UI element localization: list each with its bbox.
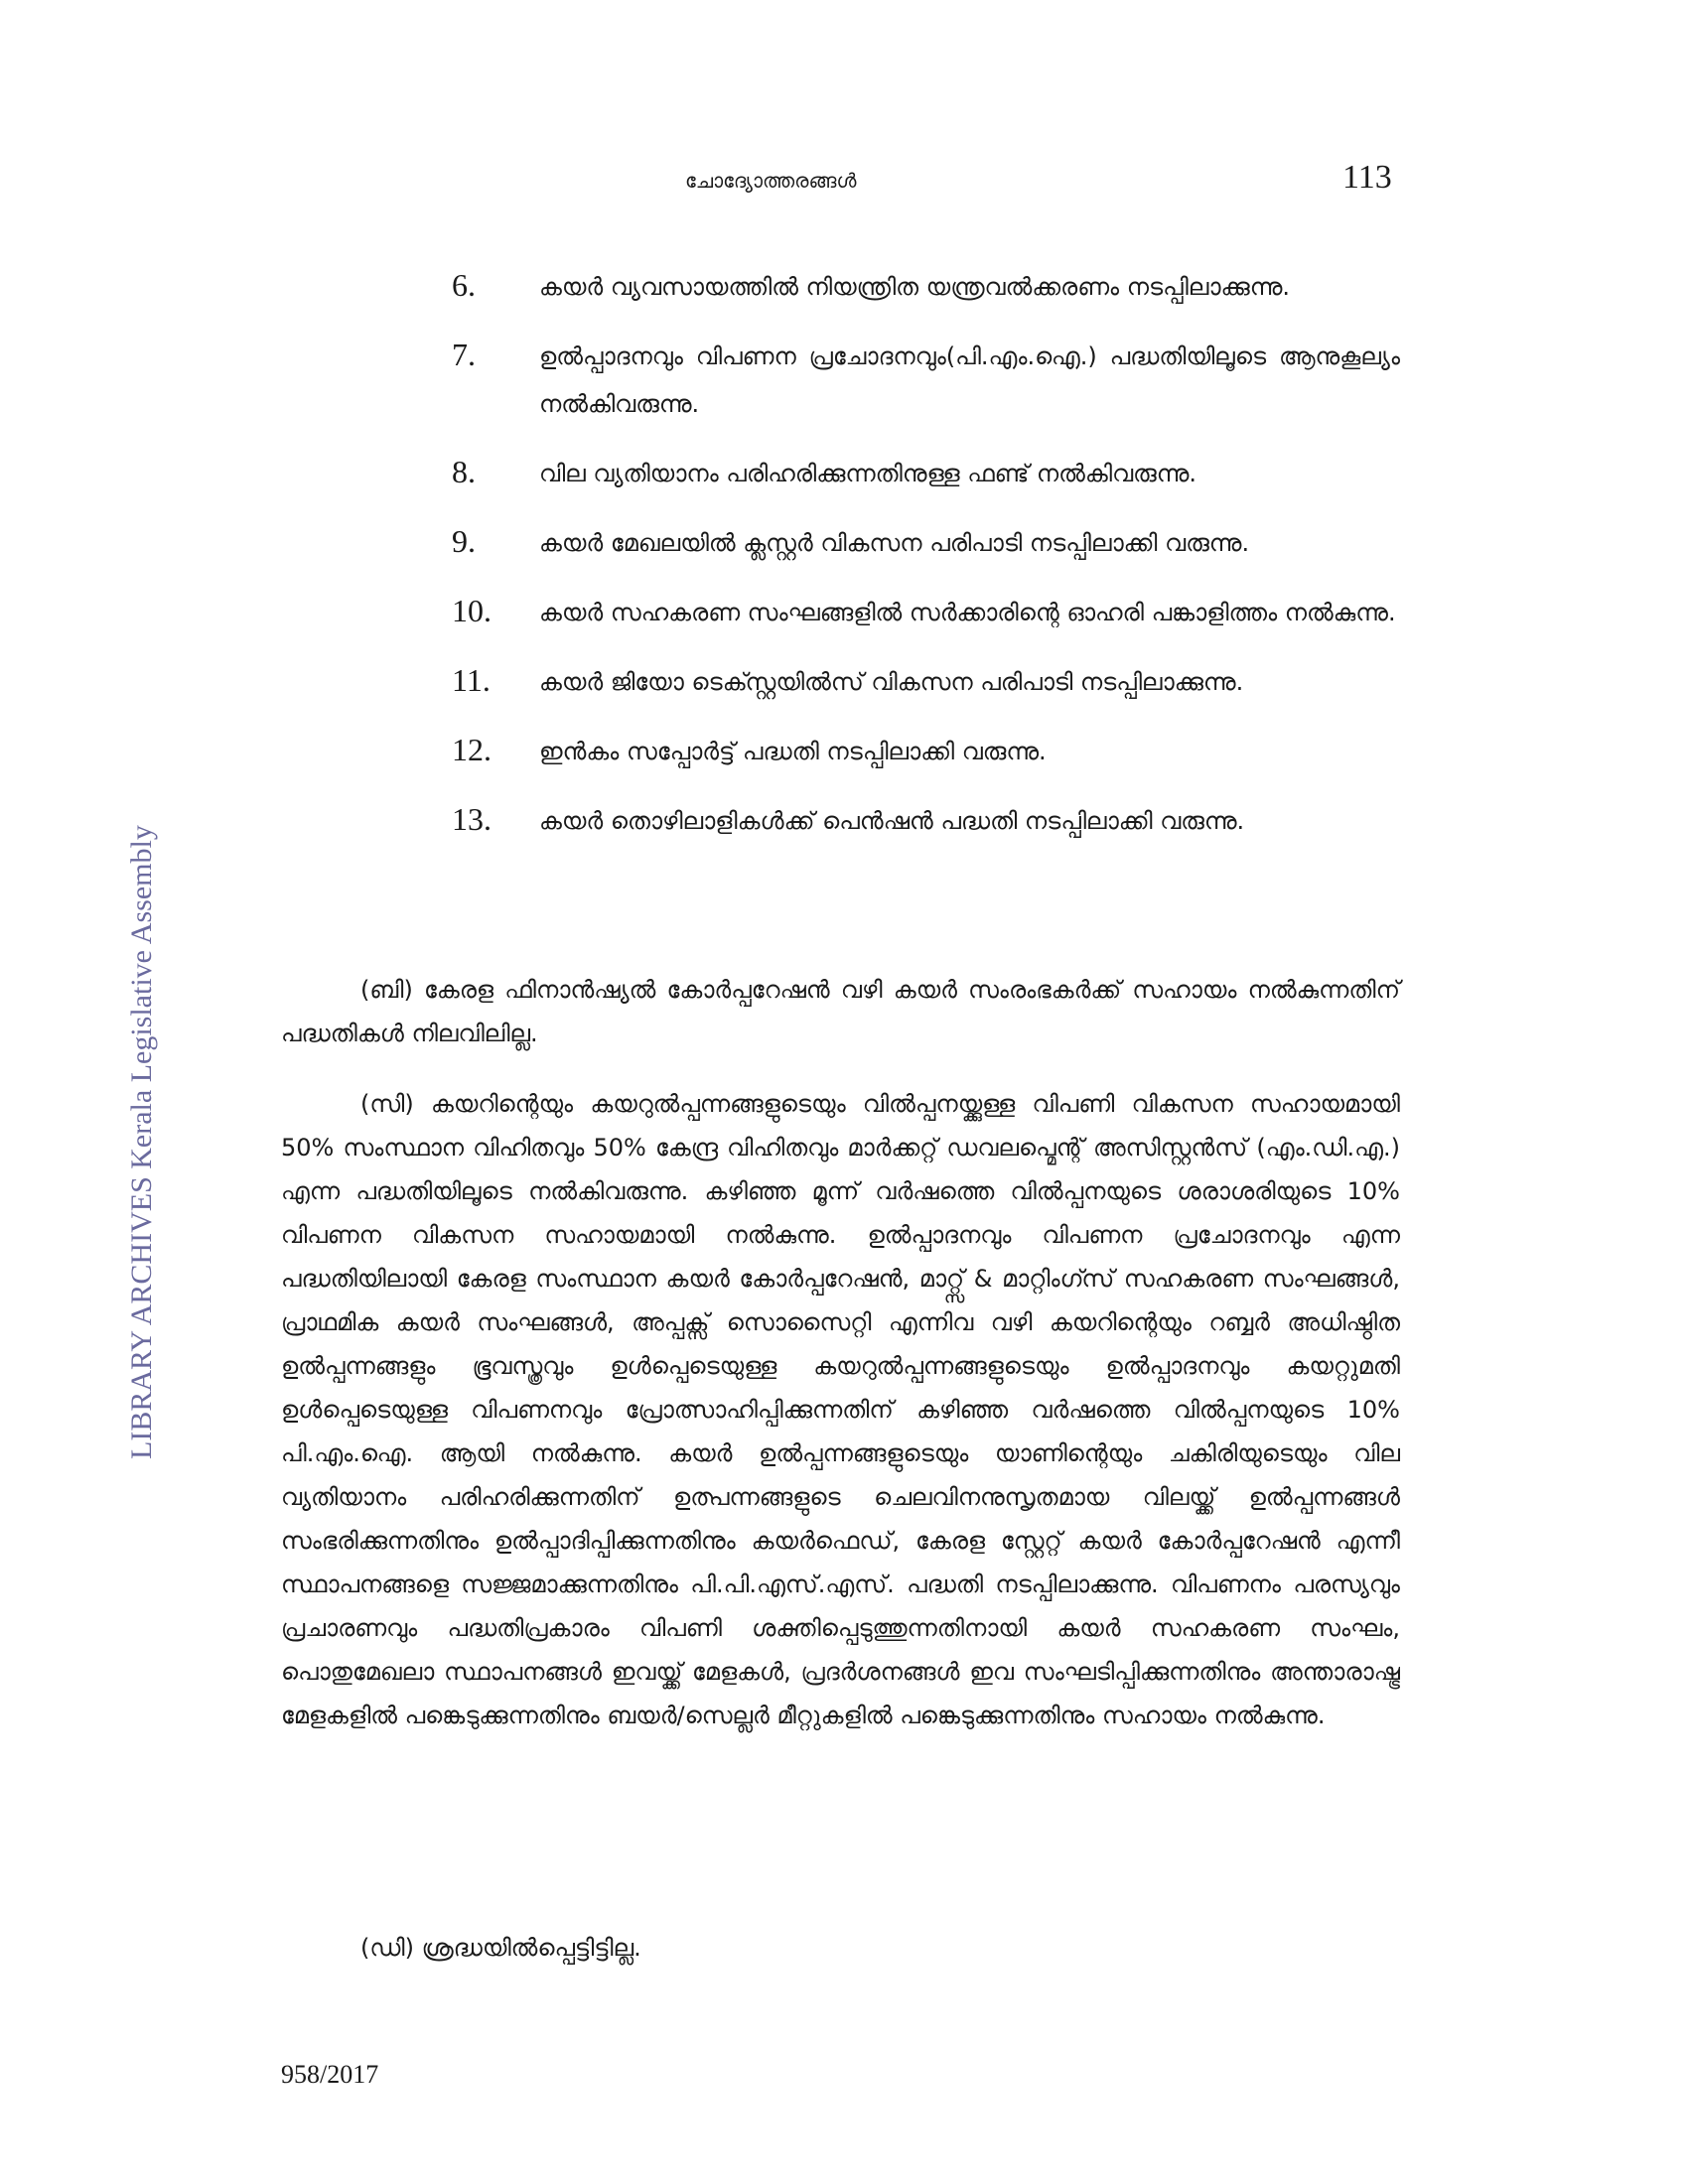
list-item (452, 589, 1400, 636)
document-code: 958/2017 (281, 2060, 379, 2089)
list-item (452, 450, 1400, 497)
list-item-text: കയർ മേഖലയിൽ ക്ലസ്റ്റർ വികസന പരിപാടി നടപ്പിലാക്കി വരുന്നു. (539, 529, 1250, 557)
page-number: 113 (1342, 159, 1392, 196)
list-item-number: 6. (452, 267, 476, 303)
library-archives-watermark: LIBRARY ARCHIVES Kerala Legislative Assembly (125, 825, 158, 1459)
list-item-text: കയർ സഹകരണ സംഘങ്ങളിൽ സർക്കാരിന്റെ ഓഹരി പങ്കാളിത്തം നൽകുന്നു. (539, 599, 1396, 626)
list-item (452, 519, 1400, 567)
answer-c-paragraph: (സി) കയറിന്റെയും കയറുൽപ്പന്നങ്ങളുടെയും വിൽപ്പനയ്ക്കുള്ള വിപണി വികസന സഹായമായി 50% സംസ്ഥാന വിഹിതവും 50% കേന്ദ്ര വിഹിതവും മാർക്കറ്റ് ഡവലപ്മെന്റ് അസിസ്റ്റൻസ് (എം.ഡി.എ.) എന്ന പദ്ധതിയിലൂടെ നൽകിവരുന്നു. കഴിഞ്ഞ മൂന്ന് വർഷത്തെ വിൽപ്പനയുടെ ശരാശരിയുടെ 10% വിപണന വികസന സഹായമായി നൽകുന്നു. ഉൽപ്പാദനവും വിപണന പ്രചോദനവും എന്ന പദ്ധതിയിലായി കേരള സംസ്ഥാന കയർ കോർപ്പറേഷൻ, മാറ്റ്സ് & മാറ്റിംഗ്സ് സഹകരണ സംഘങ്ങൾ, പ്രാഥമിക കയർ സംഘങ്ങൾ, അപ്പക്സ് സൊസൈറ്റി എന്നിവ വഴി കയറിന്റെയും റബ്ബർ അധിഷ്ഠിത ഉൽപ്പന്നങ്ങളും ഭൂവസ്ത്രവും ഉൾപ്പെടെയുള്ള കയറുൽപ്പന്നങ്ങളുടെയും ഉൽപ്പാദനവും കയറ്റുമതി ഉൾപ്പെടെയുള്ള വിപണനവും പ്രോത്സാഹിപ്പിക്കുന്നതിന് കഴിഞ്ഞ വർഷത്തെ വിൽപ്പനയുടെ 10% പി.എം.ഐ. ആയി നൽകുന്നു. കയർ ഉൽപ്പന്നങ്ങളുടെയും യാണിന്റെയും ചകിരിയുടെയും വില വ്യതിയാനം പരിഹരിക്കുന്നതിന് ഉത്പന്നങ്ങളുടെ ചെലവിനനുസൃതമായ വിലയ്ക്ക് ഉൽപ്പന്നങ്ങൾ സംഭരിക്കുന്നതിനും ഉൽപ്പാദിപ്പിക്കുന്നതിനും കയർഫെഡ്, കേരള സ്റ്റേറ്റ് കയർ കോർപ്പറേഷൻ എന്നീ സ്ഥാപനങ്ങളെ സജ്ജമാക്കുന്നതിനും പി.പി.എസ്.എസ്. പദ്ധതി നടപ്പിലാക്കുന്നു. വിപണനം പരസ്യവും പ്രചാരണവും പദ്ധതിപ്രകാരം വിപണി ശക്തിപ്പെടുത്തുന്നതിനായി കയർ സഹകരണ സംഘം, പൊതുമേഖലാ സ്ഥാപനങ്ങൾ ഇവയ്ക്ക് മേളകൾ, പ്രദർശനങ്ങൾ ഇവ സംഘടിപ്പിക്കുന്നതിനും അന്താരാഷ്ട്ര മേളകളിൽ പങ്കെടുക്കുന്നതിനും ബയർ/സെല്ലർ മീറ്റുകളിൽ പങ്കെടുക്കുന്നതിനും സഹായം നൽകുന്നു. (281, 1090, 1400, 1729)
numbered-list (452, 263, 1400, 867)
answer-b-paragraph: (ബി) കേരള ഫിനാൻഷ്യൽ കോർപ്പറേഷൻ വഴി കയർ സംരംഭകർക്ക് സഹായം നൽകുന്നതിന് പദ്ധതികൾ നിലവിലില്ല. (281, 976, 1400, 1047)
list-item-number: 8. (452, 454, 476, 489)
list-item-number: 7. (452, 337, 476, 372)
list-item (452, 333, 1400, 428)
page-header-title: ചോദ്യോത്തരങ്ങൾ (685, 169, 857, 193)
list-item-text: കയർ വ്യവസായത്തിൽ നിയന്ത്രിത യന്ത്രവൽക്കരണം നടപ്പിലാക്കുന്നു. (539, 273, 1291, 301)
list-item (452, 797, 1400, 845)
list-item-text: ഇൻകം സപ്പോർട്ട് പദ്ധതി നടപ്പിലാക്കി വരുന്നു. (539, 738, 1047, 765)
answer-d-paragraph: (ഡി) ശ്രദ്ധയിൽപ്പെട്ടിട്ടില്ല. (360, 1934, 641, 1962)
list-item-number: 11. (452, 662, 491, 698)
list-item (452, 728, 1400, 775)
list-item (452, 263, 1400, 311)
list-item-number: 10. (452, 593, 492, 628)
list-item (452, 658, 1400, 706)
list-item-text: ഉൽപ്പാദനവും വിപണന പ്രചോദനവും(പി.എം.ഐ.) പദ്ധതിയിലൂടെ ആനുകൂല്യം നൽകിവരുന്നു. (539, 342, 1400, 418)
list-item-number: 9. (452, 523, 476, 559)
list-item-number: 12. (452, 732, 492, 767)
list-item-text: കയർ തൊഴിലാളികൾക്ക് പെൻഷൻ പദ്ധതി നടപ്പിലാക്കി വരുന്നു. (539, 807, 1245, 835)
list-item-text: കയർ ജിയോ ടെക്സ്റ്റയിൽസ് വികസന പരിപാടി നടപ്പിലാക്കുന്നു. (539, 668, 1244, 696)
list-item-number: 13. (452, 801, 492, 837)
list-item-text: വില വ്യതിയാനം പരിഹരിക്കുന്നതിനുള്ള ഫണ്ട് നൽകിവരുന്നു. (539, 460, 1197, 487)
